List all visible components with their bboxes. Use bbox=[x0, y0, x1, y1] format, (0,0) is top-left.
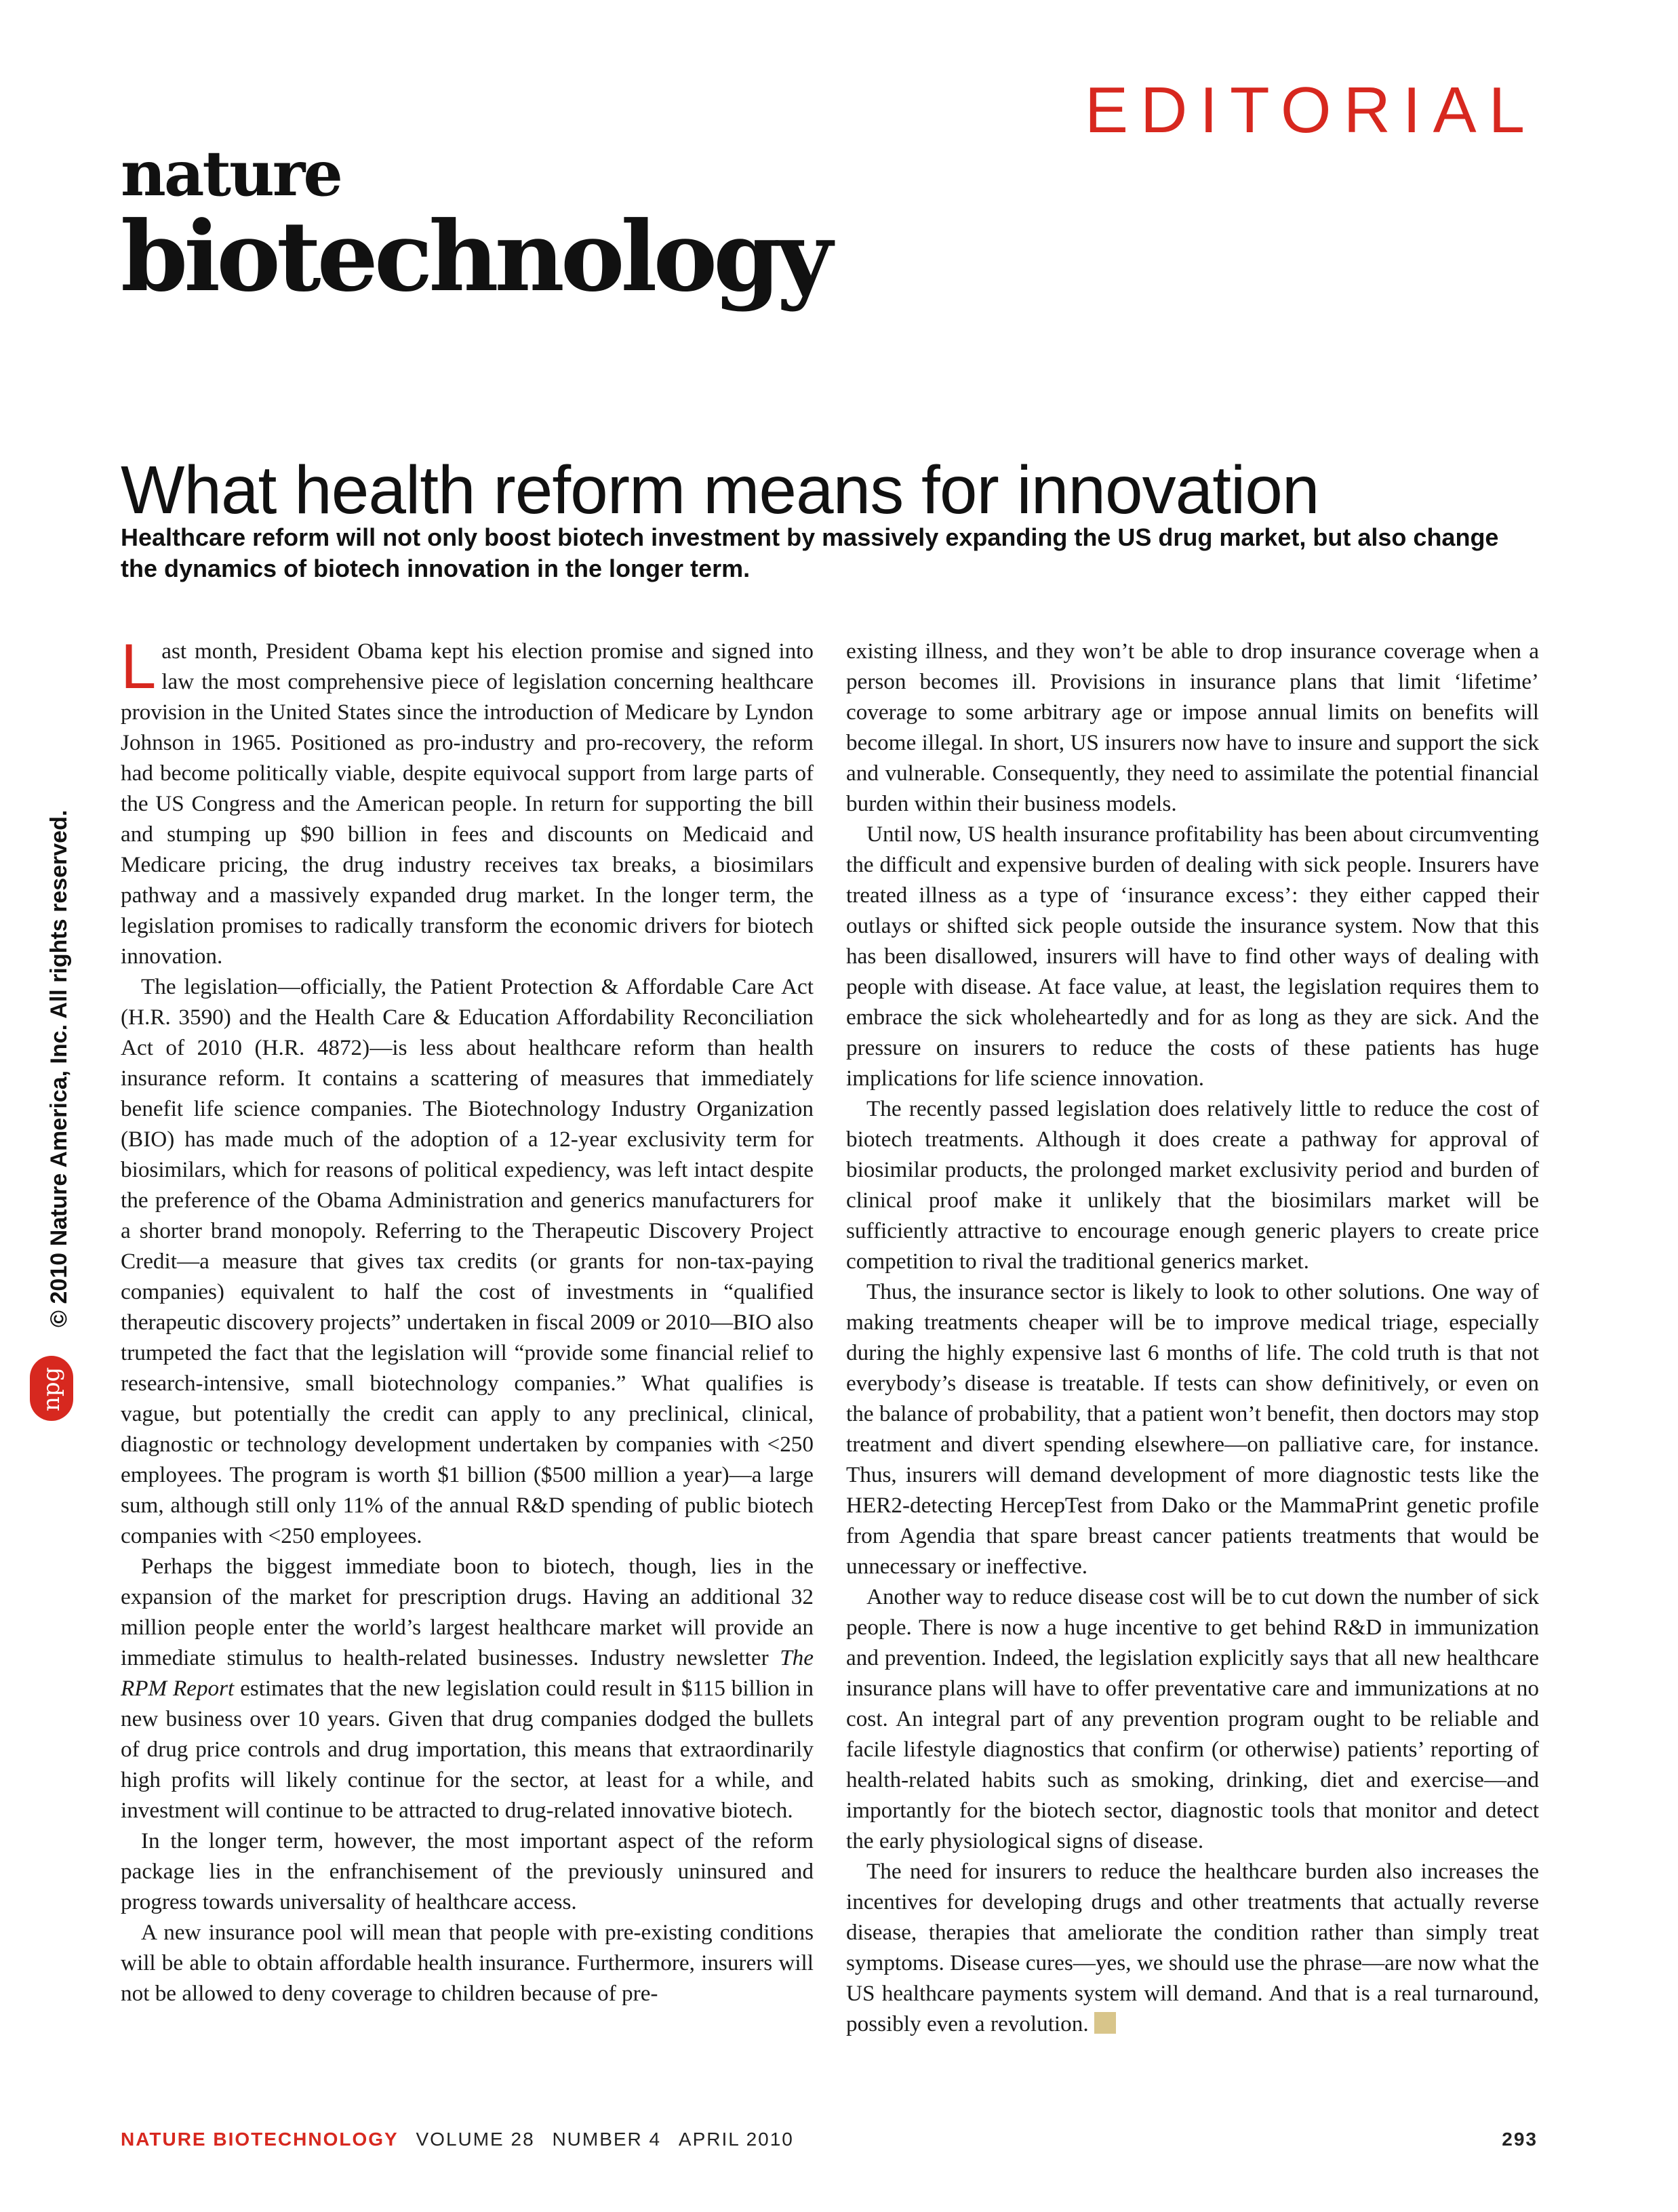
section-label: EDITORIAL bbox=[1084, 74, 1537, 146]
footer-number: NUMBER 4 bbox=[552, 2129, 662, 2150]
footer-volume: VOLUME 28 bbox=[416, 2129, 535, 2150]
npg-logo-text: npg bbox=[38, 1367, 65, 1411]
page-number: 293 bbox=[1502, 2129, 1538, 2150]
journal-masthead bbox=[121, 137, 828, 313]
article-column-right bbox=[846, 636, 1539, 2039]
newsletter-title: The RPM Report bbox=[121, 1645, 814, 1701]
article-paragraph: Until now, US health insurance profitability has been about circumventing the difficult and expensive burden of dealing with sick people. Insurers have treated illness as a type of ‘insurance excess’: they either capped their outlays or shifted sick people outside the insurance system. Now that this has been disallowed, insurers will have to find other ways of dealing with people with disease. At face value, at least, the legislation requires them to embrace the sick wholeheartedly and for as long as they are sick. And the pressure on insurers to reduce the costs of these patients has huge implications for life science innovation. bbox=[846, 822, 1539, 1091]
page-footer bbox=[121, 2129, 1538, 2150]
article-standfirst: Healthcare reform will not only boost biotech investment by massively expanding the US drug market, but also change the dynamics of biotech innovation in the longer term. bbox=[121, 523, 1499, 582]
drop-cap: L bbox=[121, 630, 157, 702]
paragraph-text: The need for insurers to reduce the healthcare burden also increases the incentives for developing drugs and other treatments that actually reverse disease, therapies that ameliorate the condition rather than simply treat symptoms. Disease cures—yes, we should use the phrase—are now what the US healthcare payments system will demand. And that is a real turnaround, possibly even a revolution. bbox=[846, 1859, 1539, 2036]
npg-logo bbox=[30, 1356, 73, 1421]
article-paragraph bbox=[846, 1856, 1539, 2039]
copyright-notice: © 2010 Nature America, Inc. All rights reserved. bbox=[46, 809, 72, 1327]
article-paragraph: existing illness, and they won’t be able to drop insurance coverage when a person becomes ill. Provisions in insurance plans that limit ‘lifetime’ coverage to some arbitrary age or impose annual limits on benefits will become illegal. In short, US insurers now have to insure and support the sick and vulnerable. Consequently, they need to assimilate the potential financial burden within their business models. bbox=[846, 639, 1539, 816]
masthead-line-nature: nature bbox=[121, 137, 341, 210]
masthead-line-biotechnology: biotechnology bbox=[121, 201, 828, 313]
article-paragraph: Thus, the insurance sector is likely to look to other solutions. One way of making treatments cheaper will be to improve medical triage, especially during the highly expensive last 6 months of life. The cold truth is that not everybody’s disease is treatable. If tests can show definitively, or even on the balance of probability, that a patient won’t benefit, then doctors may stop treatment and divert spending elsewhere—on palliative care, for instance. Thus, insurers will demand development of more diagnostic tests like the HER2-detecting HercepTest from Dako or the MammaPrint genetic profile from Agendia that spare breast cancer patients treatments that would be unnecessary or ineffective. bbox=[846, 1279, 1539, 1579]
end-of-article-icon bbox=[1094, 2012, 1116, 2034]
paragraph-text: ast month, President Obama kept his election promise and signed into law the most comprehensive piece of legislation concerning healthcare provision in the United States since the introduction of Medicare by Lyndon Johnson in 1965. Positioned as pro-industry and pro-recovery, the reform had become politically viable, despite equivocal support from large parts of the US Congress and the American people. In return for supporting the bill and stumping up $90 billion in fees and discounts on Medicaid and Medicare pricing, the drug industry receives tax breaks, a biosimilars pathway and a massively expanded drug market. In the longer term, the legislation promises to radically transform the economic drivers for biotech innovation. bbox=[121, 639, 814, 969]
footer-journal-name: NATURE BIOTECHNOLOGY bbox=[121, 2129, 399, 2150]
article-paragraph bbox=[121, 630, 814, 971]
article-paragraph: The recently passed legislation does relatively little to reduce the cost of biotech treatments. Although it does create a pathway for approval of biosimilar products, the prolonged market exclusivity period and burden of clinical proof make it unlikely that the biosimilars market will be sufficiently attractive to encourage enough generic players to create price competition to rival the traditional generics market. bbox=[846, 1096, 1539, 1274]
paragraph-text: Perhaps the biggest immediate boon to biotech, though, lies in the expansion of the market for prescription drugs. Having an additional 32 million people enter the world’s largest healthcare market will provide an immediate stimulus to health-related businesses. Industry newsletter bbox=[121, 1554, 814, 1670]
article-paragraph: Another way to reduce disease cost will be to cut down the number of sick people. There is now a huge incentive to get behind R&D in immunization and prevention. Indeed, the legislation explicitly says that all new healthcare insurance plans will have to offer preventative care and immunizations at no cost. An integral part of any prevention program ought to be reliable and facile lifestyle diagnostics that confirm (or otherwise) patients’ reporting of health-related habits such as smoking, drinking, diet and exercise—and importantly for the biotech sector, diagnostic tools that monitor and detect the early physiological signs of disease. bbox=[846, 1584, 1539, 1853]
article-paragraph: The legislation—officially, the Patient Protection & Affordable Care Act (H.R. 3590) and the Health Care & Education Affordability Reconciliation Act of 2010 (H.R. 4872)—is less about healthcare reform than health insurance reform. It contains a scattering of measures that immediately benefit life science companies. The Biotechnology Industry Organization (BIO) has made much of the adoption of a 12-year exclusivity term for biosimilars, which for reasons of political expediency, was left intact despite the preference of the Obama Administration and generics manufacturers for a shorter brand monopoly. Referring to the Therapeutic Discovery Project Credit—a measure that gives tax credits (or grants for non-tax-paying companies) equivalent to half the cost of investments in “qualified therapeutic discovery projects” undertaken in fiscal 2009 or 2010—BIO also trumpeted the fact that the legislation will “provide some financial relief to research-intensive, small biotechnology companies.” What qualifies is vague, but potentially the credit can apply to any preclinical, clinical, diagnostic or technology development undertaken by companies with <250 employees. The program is worth $1 billion ($500 million a year)—a large sum, although still only 11% of the annual R&D spending of public biotech companies with <250 employees. bbox=[121, 974, 814, 1548]
article-paragraph: A new insurance pool will mean that people with pre-existing conditions will be able to obtain affordable health insurance. Furthermore, insurers will not be allowed to deny coverage to children because of pre- bbox=[121, 1920, 814, 2006]
article-paragraph bbox=[121, 1551, 814, 1826]
paragraph-text: estimates that the new legislation could result in $115 billion in new business over 10 years. Given that drug companies dodged the bullets of drug price controls and drug importation, this means that extraordinarily high profits will likely continue for the sector, at least for a while, and investment will continue to be attracted to drug-related innovative biotech. bbox=[121, 1676, 814, 1823]
footer-date: APRIL 2010 bbox=[678, 2129, 794, 2150]
article-column-left bbox=[121, 630, 814, 2009]
article-paragraph: In the longer term, however, the most important aspect of the reform package lies in the enfranchisement of the previously uninsured and progress towards universality of healthcare access. bbox=[121, 1828, 814, 1914]
article-title: What health reform means for innovation bbox=[121, 452, 1319, 528]
